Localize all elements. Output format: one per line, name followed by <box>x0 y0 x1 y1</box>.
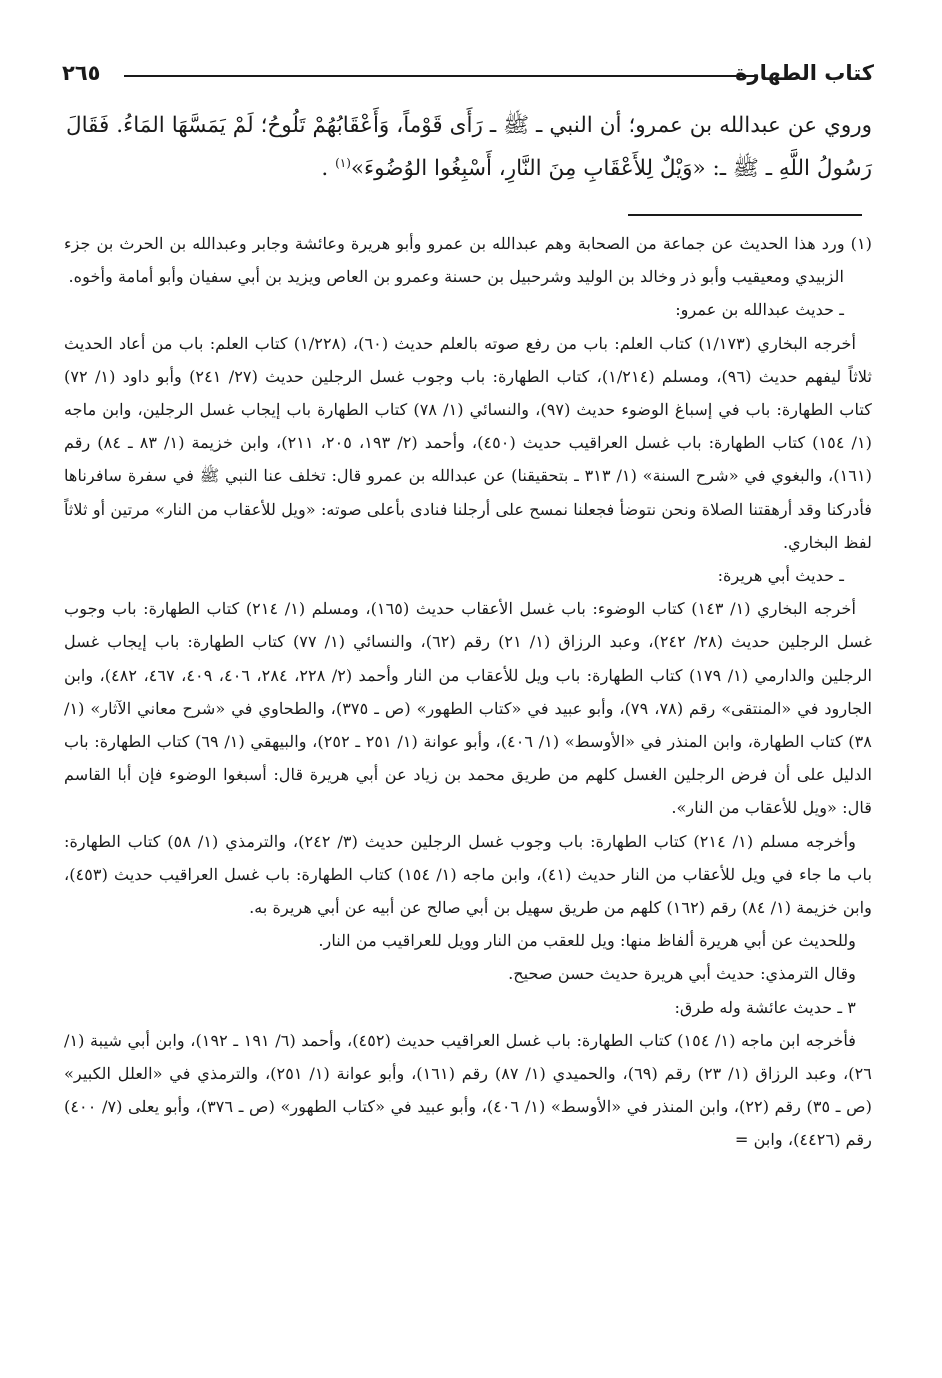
footnotes <box>64 227 872 1357</box>
footnote-1-intro: (١) ورد هذا الحديث عن جماعة من الصحابة وهم عبدالله بن عمرو وأبو هريرة وعائشة وجابر وعبدالله بن الحرث بن جزء الزبيدي ومعيقيب وأبو ذر وخالد بن الوليد وشرحبيل بن حسنة وعمرو بن العاص ويزيد بن أبي سفيان وأبو أمامة وأخوه. <box>64 234 872 287</box>
footnote-paragraph: وقال الترمذي: حديث أبي هريرة حديث حسن صحيح. <box>508 964 856 984</box>
page-number: ٢٦٥ <box>62 61 101 85</box>
main-text <box>66 104 872 190</box>
footnote-paragraph <box>64 1024 872 1157</box>
footnote-paragraph-text: فأخرجه ابن ماجه (١/ ١٥٤) كتاب الطهارة: باب غسل العراقيب حديث (٤٥٢)، وأحمد (٦/ ١٩١ ـ ١٩٢)، وابن أبي شيبة (١/ ٢٦)، وعبد الرزاق (١/ ٢٣) رقم (٦٩)، والحميدي (١/ ٨٧) رقم (١٦١)، وأبو عوانة (١/ ٢٥١)، والترمذي في «العلل الكبير» (ص ـ ٣٥) رقم (٢٢)، وابن المنذر في «الأوسط» (١/ ٤٠٦)، وأبو عبيد في «كتاب الطهور» (ص ـ ٣٧٦)، وأبو يعلى (٧/ ٤٠٠) رقم (٤٤٢٦)، وابن <box>64 1030 872 1150</box>
footnote-reference: (١) <box>335 155 351 170</box>
page-header <box>62 58 874 90</box>
header-rule <box>124 75 756 77</box>
footnote-paragraph: وللحديث عن أبي هريرة ألفاظ منها: ويل للعقب من النار وويل للعراقيب من النار. <box>318 931 856 951</box>
footnote-heading-aisha: ٣ ـ حديث عائشة وله طرق: <box>674 997 856 1017</box>
footnote-heading-abu-hurayra: ـ حديث أبي هريرة: <box>717 566 844 586</box>
footnote-paragraph: أخرجه البخاري (١/ ١٤٣) كتاب الوضوء: باب غسل الأعقاب حديث (١٦٥)، ومسلم (١/ ٢١٤) كتاب الطهارة: باب وجوب غسل الرجلين حديث (٢٨/ ٢٤٢)، وعبد الرزاق (١/ ٢١) رقم (٦٢)، والنسائي (١/ ٧٧) كتاب الطهارة: باب إيجاب غسل الرجلين والدارمي (١/ ١٧٩) كتاب الطهارة: باب ويل للأعقاب من النار وأحمد (٢/ ٢٢٨، ٢٨٤، ٤٠٦، ٤٠٩، ٤٦٧، ٤٨٢)، وابن الجارود في «المنتقى» رقم (٧٨، ٧٩)، وأبو عبيد في «كتاب الطهور» (ص ـ ٣٧٥)، والطحاوي في «شرح معاني الآثار» (١/ ٣٨) كتاب الطهارة، وابن المنذر في «الأوسط» (١/ ٤٠٦)، وأبو عوانة (١/ ٢٥١ ـ ٢٥٢)، والبيهقي (١/ ٦٩) كتاب الطهارة: باب الدليل على أن فرض الرجلين الغسل كلهم من طريق محمد بن زياد عن أبي هريرة قال: أسبغوا الوضوء فإن أبا القاسم قال: «ويل للأعقاب من النار». <box>64 599 872 818</box>
main-paragraph: وروي عن عبدالله بن عمرو؛ أن النبي ـ ﷺ ـ رَأَى قَوْماً، وَأَعْقَابُهُمْ تَلُوحُ؛ لَمْ يَمَسَّهَا المَاءُ. فَقَالَ رَسُولُ اللَّهِ ـ ﷺ ـ: «وَيْلٌ لِلأَعْقَابِ مِنَ النَّارِ، أَسْبِغُوا الوُضُوءَ»$^{(١)}$ . <box>66 113 872 181</box>
footnote-paragraph: أخرجه البخاري (١/١٧٣) كتاب العلم: باب من رفع صوته بالعلم حديث (٦٠)، (١/٢٢٨) كتاب العلم: باب من أعاد الحديث ثلاثاً ليفهم حديث (٩٦)، ومسلم (١/٢١٤)، كتاب الطهارة: باب وجوب غسل الرجلين حديث (٢٧/ ٢٤١) وأبو داود (١/ ٧٢) كتاب الطهارة: باب في إسباغ الوضوء حديث (٩٧)، والنسائي (١/ ٧٨) كتاب الطهارة باب إيجاب غسل الرجلين، وابن ماجه (١/ ١٥٤) كتاب الطهارة: باب غسل العراقيب حديث (٤٥٠)، وأحمد (٢/ ١٩٣، ٢٠٥، ٢١١)، وابن خزيمة (١/ ٨٣ ـ ٨٤) رقم (١٦١)، والبغوي في «شرح السنة» (١/ ٣١٣ ـ بتحقيقنا) عن عبدالله بن عمرو قال: تخلف عنا النبي ﷺ في سفرة سافرناها فأدركنا وقد أرهقتنا الصلاة ونحن نتوضأ فجعلنا نمسح على أرجلنا فنادى بأعلى صوته: «ويل للأعقاب من النار» مرتين أو ثلاثاً لفظ البخاري. <box>64 333 872 552</box>
continuation-mark: = <box>734 1130 749 1150</box>
main-paragraph-text: وروي عن عبدالله بن عمرو؛ أن النبي ـ ﷺ ـ رَأَى قَوْماً، وَأَعْقَابُهُمْ تَلُوحُ؛ لَمْ يَمَسَّهَا المَاءُ. فَقَالَ رَسُولُ اللَّهِ ـ ﷺ ـ: «وَيْلٌ لِلأَعْقَابِ مِنَ النَّارِ، أَسْبِغُوا الوُضُوءَ» <box>66 113 872 181</box>
footnote-paragraph: وأخرجه مسلم (١/ ٢١٤) كتاب الطهارة: باب وجوب غسل الرجلين حديث (٣/ ٢٤٢)، والترمذي (١/ ٥٨) كتاب الطهارة: باب ما جاء في ويل للأعقاب من النار حديث (٤١)، وابن ماجه (١/ ١٥٤) كتاب الطهارة: باب غسل العراقيب حديث (٤٥٣)، وابن خزيمة (١/ ٨٤) رقم (١٦٢) كلهم من طريق سهيل بن أبي صالح عن أبيه عن أبي هريرة به. <box>64 831 872 918</box>
footnote-heading-abdullah: ـ حديث عبدالله بن عمرو: <box>675 300 844 320</box>
footnote-separator <box>628 214 862 216</box>
running-head: كتاب الطهارة <box>735 61 874 85</box>
